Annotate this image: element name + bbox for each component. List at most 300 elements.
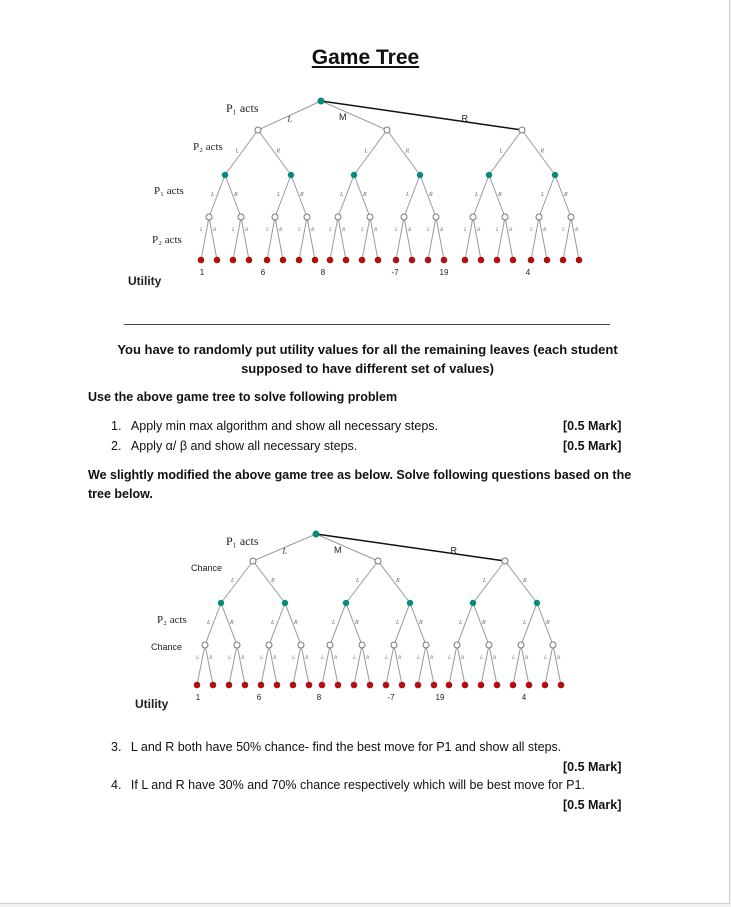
utility-value: -7 xyxy=(391,268,399,277)
leaf-node xyxy=(367,682,374,689)
tree-node xyxy=(288,172,294,178)
edge xyxy=(396,217,404,260)
tree-node xyxy=(202,642,208,648)
edge xyxy=(465,217,473,260)
edge xyxy=(436,217,444,260)
move-label: L xyxy=(417,655,421,661)
move-label: L xyxy=(277,192,281,198)
edge xyxy=(513,645,521,685)
move-label: R xyxy=(493,655,497,661)
game-tree-1 xyxy=(0,90,731,290)
edge xyxy=(426,645,434,685)
move-label: L xyxy=(541,192,545,198)
chance-label: Chance xyxy=(191,563,223,573)
move-label: L xyxy=(499,148,503,155)
tree-node xyxy=(335,214,341,220)
edge xyxy=(225,130,258,175)
utility-value: 6 xyxy=(260,268,266,277)
edge xyxy=(354,130,387,175)
edge xyxy=(307,217,315,260)
move-label: L xyxy=(207,620,211,626)
leaf-node xyxy=(399,682,406,689)
leaf-node xyxy=(214,257,221,264)
edge xyxy=(473,561,505,603)
utility-value: 8 xyxy=(316,693,322,702)
move-label: R xyxy=(461,655,465,661)
move-label: L xyxy=(396,620,400,626)
edge xyxy=(241,217,249,260)
move-label: R xyxy=(429,192,433,198)
tree-node xyxy=(272,214,278,220)
move-label: L xyxy=(340,192,344,198)
edge xyxy=(489,645,497,685)
tree-node xyxy=(255,127,261,133)
tree-node xyxy=(423,642,429,648)
utility-value: 19 xyxy=(439,268,449,277)
move-label: R xyxy=(230,620,234,626)
tree-node xyxy=(359,642,365,648)
question-2 xyxy=(111,439,357,453)
move-label: L xyxy=(266,227,270,233)
leaf-node xyxy=(351,682,358,689)
move-label: R xyxy=(273,655,277,661)
edge xyxy=(330,217,338,260)
edge xyxy=(481,645,489,685)
utility-value: -7 xyxy=(387,693,395,702)
problem-intro: Use the above game tree to solve following problem xyxy=(88,390,398,404)
edge xyxy=(497,217,505,260)
p1-acts-label: P₁ acts xyxy=(154,185,184,197)
move-label: R xyxy=(311,227,315,233)
move-label: L xyxy=(361,227,365,233)
leaf-node xyxy=(478,682,485,689)
edge xyxy=(299,217,307,260)
tree-node xyxy=(502,558,508,564)
leaf-node xyxy=(393,257,400,264)
move-label: L xyxy=(329,227,333,233)
root-node xyxy=(318,98,325,105)
tree-node xyxy=(391,642,397,648)
edge xyxy=(321,101,522,130)
edge xyxy=(209,217,217,260)
leaf-node xyxy=(343,257,350,264)
edge xyxy=(269,645,277,685)
move-label: R xyxy=(276,148,281,155)
edge xyxy=(394,645,402,685)
edge xyxy=(237,645,245,685)
move-label: R xyxy=(525,655,529,661)
edge xyxy=(418,645,426,685)
leaf-node xyxy=(560,257,567,264)
leaf-node xyxy=(576,257,583,264)
move-label: L xyxy=(385,655,389,661)
move-label: L xyxy=(196,655,200,661)
leaf-node xyxy=(327,257,334,264)
move-label: L xyxy=(228,655,232,661)
question-number: 1. xyxy=(111,419,122,433)
edge xyxy=(370,217,378,260)
edge xyxy=(221,561,253,603)
move-label: R xyxy=(523,578,527,584)
edge xyxy=(221,603,237,645)
edge xyxy=(301,645,309,685)
edge xyxy=(457,645,465,685)
move-label: L xyxy=(459,620,463,626)
edge xyxy=(449,645,457,685)
edge xyxy=(539,217,547,260)
move-label: R xyxy=(374,227,378,233)
move-label: R xyxy=(509,227,513,233)
tree-node xyxy=(327,642,333,648)
move-label: R xyxy=(245,227,249,233)
move-label: R xyxy=(564,192,568,198)
modified-intro: We slightly modified the above game tree as below. Solve following questions based on the tree below. xyxy=(88,468,632,501)
leaf-node xyxy=(258,682,265,689)
leaf-node xyxy=(230,257,237,264)
edge xyxy=(225,175,241,217)
tree-node xyxy=(534,600,540,606)
tree-node xyxy=(218,600,224,606)
move-label: R xyxy=(363,192,367,198)
p2-acts-label: P₂ acts xyxy=(152,234,182,246)
edge xyxy=(563,217,571,260)
utility-value: 6 xyxy=(256,693,262,702)
move-label: R xyxy=(408,227,412,233)
leaf-node xyxy=(431,682,438,689)
question-4-mark: [0.5 Mark] xyxy=(563,798,622,812)
leaf-node xyxy=(462,682,469,689)
p2-acts-label: P₂ acts xyxy=(157,614,187,626)
question-1-mark: [0.5 Mark] xyxy=(563,419,622,433)
move-label: L xyxy=(523,620,527,626)
leaf-node xyxy=(441,257,448,264)
question-number: 3. xyxy=(111,740,122,754)
move-label: R xyxy=(241,655,245,661)
leaf-node xyxy=(280,257,287,264)
move-label: R xyxy=(300,192,304,198)
edge xyxy=(229,645,237,685)
edge xyxy=(378,561,410,603)
tree-node xyxy=(433,214,439,220)
edge xyxy=(387,130,420,175)
leaf-node xyxy=(312,257,319,264)
leaf-node xyxy=(425,257,432,264)
move-label-l: L xyxy=(282,546,287,556)
move-label: R xyxy=(430,655,434,661)
tree-node xyxy=(552,172,558,178)
utility-label: Utility xyxy=(128,274,162,288)
tree-node xyxy=(282,600,288,606)
move-label: R xyxy=(405,148,410,155)
edge xyxy=(420,175,436,217)
question-3 xyxy=(111,740,561,754)
move-label: R xyxy=(294,620,298,626)
edge xyxy=(362,645,370,685)
edge xyxy=(473,603,489,645)
utility-value: 19 xyxy=(435,693,445,702)
edge xyxy=(205,645,213,685)
move-label: R xyxy=(440,227,444,233)
move-label: R xyxy=(482,620,486,626)
leaf-node xyxy=(246,257,253,264)
edge xyxy=(322,645,330,685)
move-label: R xyxy=(355,620,359,626)
utility-value: 4 xyxy=(525,268,531,277)
leaf-node xyxy=(409,257,416,264)
move-label: R xyxy=(271,578,275,584)
move-label-r: R xyxy=(461,113,468,124)
move-label: L xyxy=(464,227,468,233)
move-label: R xyxy=(305,655,309,661)
move-label: L xyxy=(235,148,239,155)
tree-node xyxy=(238,214,244,220)
edge xyxy=(275,217,283,260)
leaf-node xyxy=(274,682,281,689)
edge xyxy=(473,217,481,260)
tree-node xyxy=(206,214,212,220)
tree-node xyxy=(568,214,574,220)
edge xyxy=(197,645,205,685)
p1-acts-label: P₁ acts xyxy=(226,101,259,115)
move-label: R xyxy=(546,620,550,626)
edge xyxy=(428,217,436,260)
tree-node xyxy=(417,172,423,178)
move-label-r: R xyxy=(450,545,457,556)
edge xyxy=(233,217,241,260)
tree-node xyxy=(518,642,524,648)
leaf-node xyxy=(462,257,469,264)
leaf-node xyxy=(194,682,201,689)
edge xyxy=(338,217,346,260)
move-label: L xyxy=(530,227,534,233)
question-text: L and R both have 50% chance- find the best move for P1 and show all steps. xyxy=(130,740,562,754)
move-label: R xyxy=(398,655,402,661)
leaf-node xyxy=(558,682,565,689)
move-label: L xyxy=(271,620,275,626)
move-label: L xyxy=(483,578,487,584)
move-label: R xyxy=(342,227,346,233)
tree-node xyxy=(470,600,476,606)
move-label: R xyxy=(498,192,502,198)
move-label: L xyxy=(321,655,325,661)
page-title: Game Tree xyxy=(311,46,420,69)
move-label: R xyxy=(477,227,481,233)
leaf-node xyxy=(290,682,297,689)
move-label-m: M xyxy=(339,112,347,122)
edge xyxy=(261,645,269,685)
leaf-node xyxy=(319,682,326,689)
edge xyxy=(522,130,555,175)
game-tree-2 xyxy=(0,523,731,723)
tree-node xyxy=(351,172,357,178)
tree-node xyxy=(298,642,304,648)
tree-node xyxy=(367,214,373,220)
move-label: L xyxy=(231,578,235,584)
question-3-mark: [0.5 Mark] xyxy=(563,760,622,774)
leaf-node xyxy=(415,682,422,689)
chance-label: Chance xyxy=(151,642,183,652)
move-label: R xyxy=(540,148,545,155)
move-label: R xyxy=(366,655,370,661)
tree-node xyxy=(234,642,240,648)
edge xyxy=(285,603,301,645)
move-label: L xyxy=(496,227,500,233)
move-label-l: L xyxy=(287,114,292,124)
move-label: L xyxy=(232,227,236,233)
utility-value: 4 xyxy=(521,693,527,702)
divider xyxy=(124,324,610,325)
edge xyxy=(505,561,537,603)
leaf-node xyxy=(375,257,382,264)
move-label: R xyxy=(557,655,561,661)
tree-node xyxy=(486,642,492,648)
edge xyxy=(553,645,561,685)
tree-node xyxy=(250,558,256,564)
leaf-node xyxy=(383,682,390,689)
edge xyxy=(330,645,338,685)
leaf-node xyxy=(264,257,271,264)
tree-node xyxy=(407,600,413,606)
question-1 xyxy=(111,419,438,433)
leaf-node xyxy=(542,682,549,689)
edge xyxy=(521,645,529,685)
leaf-node xyxy=(198,257,205,264)
move-label: L xyxy=(292,655,296,661)
edge xyxy=(354,175,370,217)
leaf-node xyxy=(210,682,217,689)
move-label: L xyxy=(364,148,368,155)
p2-acts-label: P₂ acts xyxy=(193,141,223,153)
tree-node xyxy=(384,127,390,133)
move-label: R xyxy=(419,620,423,626)
move-label: L xyxy=(356,578,360,584)
move-label: L xyxy=(475,192,479,198)
edge xyxy=(291,175,307,217)
edge xyxy=(531,217,539,260)
move-label: L xyxy=(353,655,357,661)
tree-node xyxy=(502,214,508,220)
move-label: R xyxy=(334,655,338,661)
move-label: R xyxy=(396,578,400,584)
tree-node xyxy=(304,214,310,220)
edge xyxy=(267,217,275,260)
edge xyxy=(316,534,505,561)
leaf-node xyxy=(335,682,342,689)
edge xyxy=(555,175,571,217)
edge xyxy=(404,217,412,260)
utility-label: Utility xyxy=(135,697,169,711)
edge xyxy=(386,645,394,685)
question-text: If L and R have 30% and 70% chance respectively which will be best move for P1. xyxy=(130,778,585,792)
p1-acts-label: P₁ acts xyxy=(226,534,259,548)
tree-node xyxy=(401,214,407,220)
edge xyxy=(489,130,522,175)
tree-node xyxy=(454,642,460,648)
move-label: L xyxy=(480,655,484,661)
question-text: Apply α/ β and show all necessary steps. xyxy=(130,439,358,453)
move-label: L xyxy=(512,655,516,661)
move-label: L xyxy=(562,227,566,233)
root-node xyxy=(313,531,320,538)
move-label: L xyxy=(427,227,431,233)
tree-node xyxy=(519,127,525,133)
edge xyxy=(354,645,362,685)
tree-node xyxy=(536,214,542,220)
move-label: L xyxy=(332,620,336,626)
move-label: R xyxy=(209,655,213,661)
edge xyxy=(537,603,553,645)
leaf-node xyxy=(296,257,303,264)
question-number: 2. xyxy=(111,439,122,453)
move-label: R xyxy=(575,227,579,233)
move-label: L xyxy=(260,655,264,661)
edge xyxy=(293,645,301,685)
edge xyxy=(571,217,579,260)
move-label: L xyxy=(395,227,399,233)
edge xyxy=(410,603,426,645)
leaf-node xyxy=(494,257,501,264)
tree-node xyxy=(222,172,228,178)
tree-node xyxy=(550,642,556,648)
utility-value: 1 xyxy=(195,693,201,702)
leaf-node xyxy=(226,682,233,689)
leaf-node xyxy=(478,257,485,264)
leaf-node xyxy=(528,257,535,264)
leaf-node xyxy=(510,682,517,689)
tree-node xyxy=(470,214,476,220)
leaf-node xyxy=(359,257,366,264)
question-number: 4. xyxy=(111,778,122,792)
move-label-m: M xyxy=(334,545,342,555)
move-label: R xyxy=(213,227,217,233)
leaf-node xyxy=(242,682,249,689)
move-label: L xyxy=(211,192,215,198)
edge xyxy=(258,130,291,175)
move-label: L xyxy=(448,655,452,661)
move-label: L xyxy=(406,192,410,198)
edge xyxy=(346,603,362,645)
edge xyxy=(489,175,505,217)
leaf-node xyxy=(306,682,313,689)
question-2-mark: [0.5 Mark] xyxy=(563,439,622,453)
leaf-node xyxy=(446,682,453,689)
instruction-note: You have to randomly put utility values for all the remaining leaves (each student supposed to have different set of values) xyxy=(117,342,618,376)
tree-node xyxy=(486,172,492,178)
move-label: R xyxy=(279,227,283,233)
leaf-node xyxy=(526,682,533,689)
utility-value: 8 xyxy=(320,268,326,277)
question-4 xyxy=(111,778,585,792)
edge xyxy=(346,561,378,603)
move-label: L xyxy=(200,227,204,233)
edge xyxy=(505,217,513,260)
leaf-node xyxy=(494,682,501,689)
tree-node xyxy=(375,558,381,564)
move-label: R xyxy=(234,192,238,198)
edge xyxy=(201,217,209,260)
leaf-node xyxy=(544,257,551,264)
move-label: L xyxy=(544,655,548,661)
leaf-node xyxy=(510,257,517,264)
tree-node xyxy=(343,600,349,606)
tree-node xyxy=(266,642,272,648)
question-text: Apply min max algorithm and show all necessary steps. xyxy=(130,419,439,433)
utility-value: 1 xyxy=(199,268,205,277)
move-label: R xyxy=(543,227,547,233)
move-label: L xyxy=(298,227,302,233)
edge xyxy=(545,645,553,685)
edge xyxy=(253,561,285,603)
